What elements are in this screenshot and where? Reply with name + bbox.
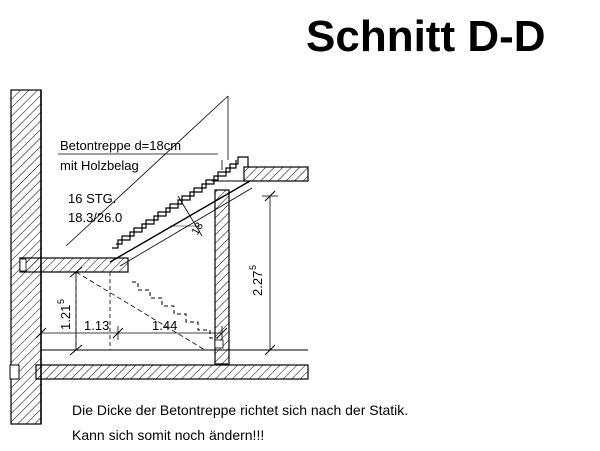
slab-thickness-label: 18 <box>189 220 207 238</box>
width-left-label: 1.13 <box>84 318 110 333</box>
note-line-2: Kann sich somit noch ändern!!! <box>72 427 265 443</box>
note-line-1: Die Dicke der Betontreppe richtet sich nach der Statik. <box>72 402 409 418</box>
height-lower-label <box>56 299 73 330</box>
stair-label-line1: Betontreppe d=18cm <box>60 138 182 153</box>
lower-flight-dashed <box>76 272 218 350</box>
height-upper-label <box>248 265 265 296</box>
drawing-title: Schnitt D-D <box>306 12 546 61</box>
height-lower-sup: 5 <box>56 298 66 304</box>
stair-label-line2: mit Holzbelag <box>60 158 139 173</box>
width-right-label: 1.44 <box>152 318 178 333</box>
lower-slab <box>36 350 308 379</box>
height-upper-value: 2.27 <box>250 270 265 296</box>
landing-slab <box>20 258 128 272</box>
height-lower-value: 1.21 <box>58 304 73 330</box>
height-upper-sup: 5 <box>248 264 258 270</box>
stair-flight <box>110 157 252 266</box>
stair-ratio-label: 18.3/26.0 <box>68 210 123 225</box>
stair-steps-label: 16 STG. <box>68 191 117 206</box>
